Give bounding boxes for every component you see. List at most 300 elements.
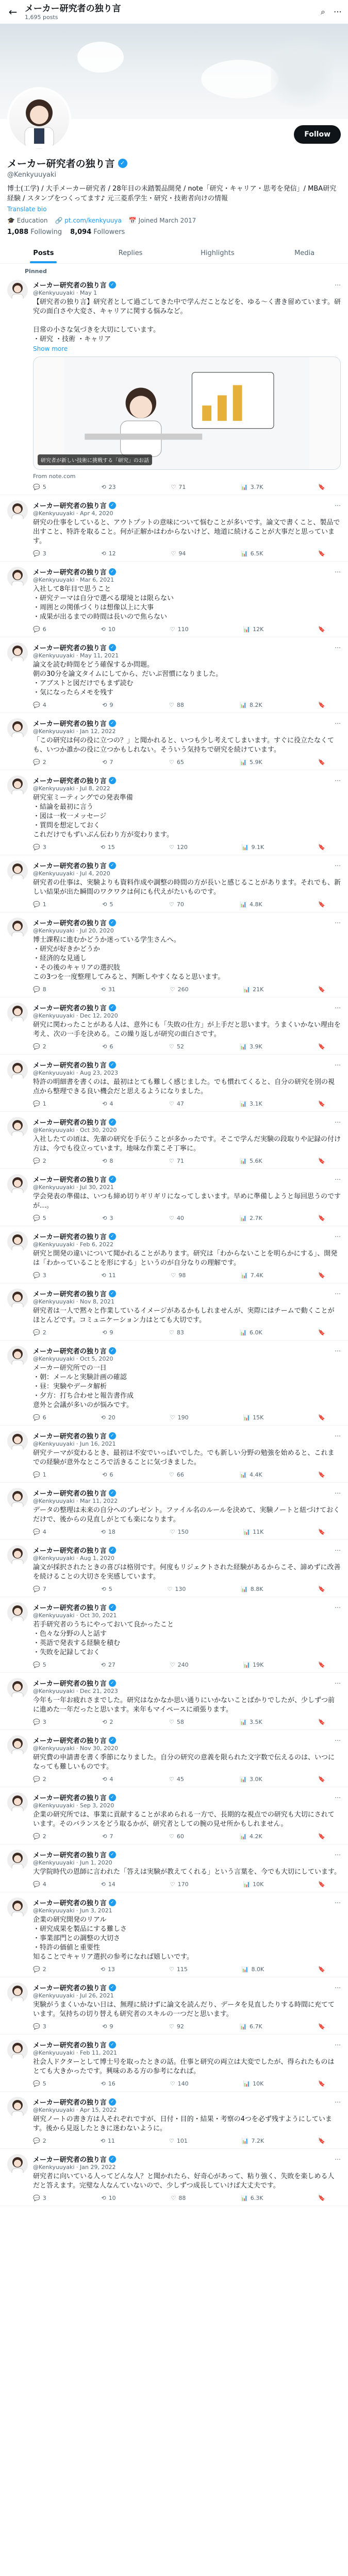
- tweet-text: 実験がうまくいかない日は、無理に続けずに論文を読んだり、データを見直したりする時間に充てています。気持ちの切り替えも研究者のスキルの一つだと思います。: [33, 2001, 335, 2018]
- like-button[interactable]: [170, 2080, 189, 2087]
- views-button[interactable]: [240, 1833, 262, 1840]
- reply-button[interactable]: [33, 1215, 46, 1222]
- top-bar-title: [25, 4, 321, 21]
- tweet-more-icon[interactable]: ⋯: [335, 1290, 341, 1297]
- action-count: 27: [108, 1662, 115, 1668]
- bookmark-button[interactable]: [318, 1414, 325, 1421]
- bookmark-button[interactable]: [318, 1662, 325, 1668]
- tweet[interactable]: [0, 2092, 348, 2149]
- action-count: 13: [107, 1966, 115, 1973]
- like-button[interactable]: [169, 1776, 184, 1783]
- verified-badge-icon: ✓: [109, 720, 116, 727]
- reply-button[interactable]: [33, 759, 46, 766]
- tweet-avatar[interactable]: [7, 718, 28, 739]
- follow-button[interactable]: Follow: [294, 125, 341, 144]
- tweet-author[interactable]: メーカー研究者の独り言: [33, 282, 107, 290]
- tweet[interactable]: [0, 1844, 348, 1892]
- tweet-more-icon[interactable]: ⋯: [335, 1603, 341, 1611]
- action-count: 170: [177, 1881, 189, 1888]
- tweet-more-icon[interactable]: ⋯: [335, 1232, 341, 1240]
- retweet-button[interactable]: [102, 901, 113, 908]
- tweet[interactable]: [0, 1540, 348, 1597]
- views-button[interactable]: [241, 2195, 263, 2201]
- tweet-more-icon[interactable]: ⋯: [335, 1899, 341, 1906]
- retweet-button[interactable]: [101, 986, 115, 993]
- reply-button[interactable]: [33, 2023, 46, 2030]
- like-icon: ♡: [169, 2023, 174, 2030]
- tweet-more-icon[interactable]: ⋯: [335, 501, 341, 509]
- show-more-link[interactable]: Show more: [33, 345, 68, 352]
- like-button[interactable]: [169, 1329, 184, 1336]
- reply-button[interactable]: [33, 1966, 46, 1973]
- tab-highlights[interactable]: Highlights: [201, 249, 235, 257]
- bookmark-button[interactable]: [318, 626, 325, 633]
- views-button[interactable]: [242, 2138, 264, 2144]
- translate-bio-link[interactable]: Translate bio: [7, 206, 47, 213]
- verified-badge-icon: ✓: [109, 1794, 116, 1801]
- views-icon: 📊: [240, 901, 247, 908]
- tweet-avatar[interactable]: [7, 1602, 28, 1623]
- retweet-button[interactable]: [102, 1158, 113, 1164]
- views-button[interactable]: [240, 1215, 262, 1222]
- tweet[interactable]: [0, 562, 348, 637]
- tweet[interactable]: [0, 1283, 348, 1341]
- like-button[interactable]: [171, 550, 186, 557]
- bookmark-button[interactable]: [318, 2138, 325, 2144]
- views-button[interactable]: [243, 986, 263, 993]
- action-count: 130: [175, 1586, 186, 1592]
- tweet-media-card[interactable]: [33, 357, 341, 470]
- link-source[interactable]: From note.com: [33, 473, 76, 480]
- views-button[interactable]: [240, 1100, 262, 1107]
- tweet[interactable]: [0, 1341, 348, 1426]
- retweet-button[interactable]: [102, 1719, 113, 1725]
- bookmark-button[interactable]: [318, 1329, 325, 1336]
- bookmark-button[interactable]: [318, 1529, 325, 1535]
- like-button[interactable]: [170, 1881, 189, 1888]
- bookmark-button[interactable]: [318, 901, 325, 908]
- verified-badge-icon: ✓: [109, 568, 116, 575]
- views-button[interactable]: [240, 1719, 262, 1725]
- reply-button[interactable]: [33, 550, 46, 557]
- like-button[interactable]: [169, 1043, 184, 1050]
- tweet-avatar[interactable]: [7, 860, 28, 881]
- views-button[interactable]: [243, 1881, 263, 1888]
- tweet-author[interactable]: メーカー研究者の独り言: [33, 1233, 107, 1241]
- action-count: 9: [109, 1329, 113, 1336]
- tweet-avatar[interactable]: [7, 1174, 28, 1195]
- tweet-more-icon[interactable]: ⋯: [335, 568, 341, 575]
- tweet-author[interactable]: メーカー研究者の独り言: [33, 1547, 107, 1555]
- tweet-avatar[interactable]: [7, 280, 28, 300]
- tweet[interactable]: [0, 997, 348, 1055]
- retweet-button[interactable]: [102, 1043, 113, 1050]
- tweet[interactable]: [0, 912, 348, 997]
- like-button[interactable]: [170, 626, 189, 633]
- reply-button[interactable]: [33, 1833, 46, 1840]
- tweet-author[interactable]: メーカー研究者の独り言: [33, 1348, 107, 1355]
- tweet-more-icon[interactable]: ⋯: [335, 1679, 341, 1687]
- like-button[interactable]: [169, 1966, 188, 1973]
- more-icon[interactable]: ⋯: [334, 7, 342, 16]
- tweet-handle-date: @Kenkyuuyaki · Oct 5, 2020: [33, 1355, 113, 1362]
- reply-button[interactable]: [33, 1414, 46, 1421]
- tweet-author[interactable]: メーカー研究者の独り言: [33, 862, 107, 870]
- tweet-avatar[interactable]: [7, 1003, 28, 1023]
- retweet-button[interactable]: [102, 1776, 113, 1783]
- like-button[interactable]: [169, 1158, 184, 1164]
- tweet-avatar[interactable]: [7, 918, 28, 938]
- reply-icon: 💬: [33, 626, 40, 633]
- tab-media[interactable]: Media: [294, 249, 315, 257]
- tweet-author[interactable]: メーカー研究者の独り言: [33, 1119, 107, 1127]
- retweet-button[interactable]: [101, 1529, 115, 1535]
- tweet-more-icon[interactable]: ⋯: [335, 1489, 341, 1497]
- bookmark-button[interactable]: [318, 702, 325, 708]
- tweet[interactable]: [0, 1787, 348, 1844]
- tweet-author[interactable]: メーカー研究者の独り言: [33, 1794, 107, 1802]
- tweet-author[interactable]: メーカー研究者の独り言: [33, 2042, 107, 2049]
- tweet-author[interactable]: メーカー研究者の独り言: [33, 1852, 107, 1859]
- views-icon: 📊: [243, 1881, 251, 1888]
- tweet-author[interactable]: メーカー研究者の独り言: [33, 1680, 107, 1688]
- tweet[interactable]: [0, 495, 348, 562]
- reply-button[interactable]: [33, 1529, 46, 1535]
- bookmark-button[interactable]: [318, 986, 325, 993]
- views-button[interactable]: [243, 1414, 263, 1421]
- like-button[interactable]: [169, 1719, 184, 1725]
- tweet-more-icon[interactable]: ⋯: [335, 643, 341, 651]
- tweet-more-icon[interactable]: ⋯: [335, 1175, 341, 1183]
- avatar[interactable]: [7, 87, 71, 151]
- views-button[interactable]: [240, 1776, 262, 1783]
- bookmark-button[interactable]: [318, 1833, 325, 1840]
- reply-icon: 💬: [33, 1586, 40, 1592]
- reply-button[interactable]: [33, 2195, 46, 2201]
- tweet[interactable]: [0, 275, 348, 495]
- tweet-author[interactable]: メーカー研究者の独り言: [33, 1176, 107, 1184]
- reply-button[interactable]: [33, 2080, 46, 2087]
- tweet-avatar[interactable]: [7, 1545, 28, 1566]
- tweet[interactable]: [0, 1226, 348, 1283]
- tweet[interactable]: [0, 1112, 348, 1169]
- tweet[interactable]: [0, 770, 348, 855]
- views-button[interactable]: [243, 626, 263, 633]
- tweet[interactable]: [0, 1055, 348, 1112]
- tweet-more-icon[interactable]: ⋯: [335, 1984, 341, 1991]
- bookmark-button[interactable]: [318, 1272, 325, 1279]
- tweet-avatar[interactable]: [7, 2154, 28, 2175]
- reply-button[interactable]: [33, 1776, 46, 1783]
- like-button[interactable]: [169, 1471, 184, 1478]
- action-count: 10: [108, 2195, 116, 2201]
- tweet-more-icon[interactable]: ⋯: [335, 1432, 341, 1439]
- tweet-author[interactable]: メーカー研究者の独り言: [33, 502, 107, 510]
- retweet-button[interactable]: [102, 1100, 113, 1107]
- views-button[interactable]: [243, 1662, 263, 1668]
- like-button[interactable]: [169, 2023, 184, 2030]
- reply-icon: 💬: [33, 759, 40, 766]
- like-button[interactable]: [171, 2195, 186, 2201]
- tweet-more-icon[interactable]: ⋯: [335, 1793, 341, 1801]
- reply-button[interactable]: [33, 1471, 46, 1478]
- bookmark-button[interactable]: [318, 1158, 325, 1164]
- views-button[interactable]: [240, 759, 262, 766]
- reply-button[interactable]: [33, 1662, 46, 1668]
- bookmark-button[interactable]: [318, 1966, 325, 1973]
- tweet-author[interactable]: メーカー研究者の独り言: [33, 1604, 107, 1612]
- tweet-avatar[interactable]: [7, 2040, 28, 2060]
- retweet-button[interactable]: [102, 2023, 113, 2030]
- tweet[interactable]: [0, 2035, 348, 2092]
- tweet-author[interactable]: メーカー研究者の独り言: [33, 1062, 107, 1070]
- tweet-avatar[interactable]: [7, 1289, 28, 1309]
- like-button[interactable]: [169, 1215, 184, 1222]
- retweet-icon: ⟲: [102, 759, 107, 766]
- tweet-avatar[interactable]: [7, 1346, 28, 1366]
- search-icon[interactable]: ⌕: [321, 7, 325, 16]
- reply-button[interactable]: [33, 1272, 46, 1279]
- bookmark-button[interactable]: [318, 1881, 325, 1888]
- tweet-author[interactable]: メーカー研究者の独り言: [33, 1433, 107, 1440]
- tweet[interactable]: [0, 2149, 348, 2206]
- tweet[interactable]: [0, 637, 348, 713]
- like-button[interactable]: [171, 484, 186, 490]
- retweet-button[interactable]: [101, 2138, 115, 2144]
- views-button[interactable]: [240, 1329, 262, 1336]
- reply-button[interactable]: [33, 844, 46, 851]
- views-button[interactable]: [243, 1529, 263, 1535]
- tweet-avatar[interactable]: [7, 1431, 28, 1451]
- views-button[interactable]: [240, 2023, 262, 2030]
- bookmark-button[interactable]: [318, 2195, 325, 2201]
- retweet-button[interactable]: [102, 1329, 113, 1336]
- tweet[interactable]: [0, 1673, 348, 1730]
- tweet[interactable]: [0, 713, 348, 770]
- tweet-author[interactable]: メーカー研究者の独り言: [33, 2099, 107, 2107]
- like-button[interactable]: [169, 702, 184, 708]
- views-button[interactable]: [240, 1471, 262, 1478]
- tweet-avatar[interactable]: [7, 2097, 28, 2117]
- tweet-avatar[interactable]: [7, 1231, 28, 1252]
- tweet-author[interactable]: メーカー研究者の独り言: [33, 645, 107, 652]
- tweet-author[interactable]: メーカー研究者の独り言: [33, 777, 107, 785]
- reply-button[interactable]: [33, 1158, 46, 1164]
- reply-button[interactable]: [33, 1719, 46, 1725]
- views-icon: 📊: [240, 1215, 247, 1222]
- retweet-button[interactable]: [101, 1272, 115, 1279]
- reply-button[interactable]: [33, 1881, 46, 1888]
- reply-button[interactable]: [33, 1100, 46, 1107]
- views-button[interactable]: [242, 844, 264, 851]
- reply-button[interactable]: [33, 702, 46, 708]
- retweet-button[interactable]: [102, 1471, 113, 1478]
- retweet-button[interactable]: [101, 2195, 115, 2201]
- tweet-more-icon[interactable]: ⋯: [335, 861, 341, 869]
- bookmark-button[interactable]: [318, 2080, 325, 2087]
- retweet-button[interactable]: [101, 1966, 115, 1973]
- retweet-button[interactable]: [101, 550, 115, 557]
- tweet-avatar[interactable]: [7, 1488, 28, 1509]
- like-icon: ♡: [171, 1272, 176, 1279]
- bookmark-button[interactable]: [318, 1471, 325, 1478]
- bookmark-button[interactable]: [318, 2023, 325, 2030]
- tweet-more-icon[interactable]: ⋯: [335, 1004, 341, 1011]
- like-button[interactable]: [170, 986, 189, 993]
- tweet-author[interactable]: メーカー研究者の独り言: [33, 569, 107, 577]
- retweet-button[interactable]: [101, 1662, 115, 1668]
- tweet-more-icon[interactable]: ⋯: [335, 1851, 341, 1858]
- retweet-button[interactable]: [102, 1215, 113, 1222]
- like-button[interactable]: [171, 1272, 186, 1279]
- tweet-author[interactable]: メーカー研究者の独り言: [33, 1291, 107, 1298]
- tweet-actions: [33, 1966, 341, 1973]
- tweet-author[interactable]: メーカー研究者の独り言: [33, 920, 107, 927]
- retweet-button[interactable]: [101, 484, 115, 490]
- retweet-button[interactable]: [101, 626, 115, 633]
- tweet-more-icon[interactable]: ⋯: [335, 2098, 341, 2106]
- bookmark-button[interactable]: [318, 1215, 325, 1222]
- tweet-avatar[interactable]: [7, 1117, 28, 1138]
- action-count: 6: [42, 1414, 46, 1421]
- like-button[interactable]: [170, 1414, 189, 1421]
- reply-button[interactable]: [33, 626, 46, 633]
- tweet-avatar[interactable]: [7, 1678, 28, 1699]
- views-button[interactable]: [242, 1966, 264, 1973]
- website-link[interactable]: 🔗 pt.com/kenkyuuya: [55, 217, 122, 224]
- bookmark-button[interactable]: [318, 759, 325, 766]
- views-button[interactable]: [240, 702, 262, 708]
- bookmark-button[interactable]: [318, 1719, 325, 1725]
- tweet-more-icon[interactable]: ⋯: [335, 919, 341, 926]
- bookmark-button[interactable]: [318, 550, 325, 557]
- tweet-more-icon[interactable]: ⋯: [335, 2155, 341, 2163]
- tweet[interactable]: [0, 1597, 348, 1673]
- tweet-more-icon[interactable]: ⋯: [335, 776, 341, 784]
- like-button[interactable]: [169, 1833, 184, 1840]
- tweet-more-icon[interactable]: ⋯: [335, 1347, 341, 1354]
- reply-button[interactable]: [33, 484, 46, 490]
- bookmark-button[interactable]: [318, 1776, 325, 1783]
- tweet-more-icon[interactable]: ⋯: [335, 1546, 341, 1554]
- tweet[interactable]: [0, 1730, 348, 1787]
- like-button[interactable]: [170, 1529, 189, 1535]
- tweet-author[interactable]: メーカー研究者の独り言: [33, 1985, 107, 1992]
- like-button[interactable]: [167, 1586, 186, 1592]
- tweet-more-icon[interactable]: ⋯: [335, 1118, 341, 1126]
- like-button[interactable]: [169, 759, 184, 766]
- reply-button[interactable]: [33, 901, 46, 908]
- retweet-button[interactable]: [101, 1414, 115, 1421]
- views-button[interactable]: [241, 550, 263, 557]
- tweet-author[interactable]: メーカー研究者の独り言: [33, 1900, 107, 1907]
- reply-icon: 💬: [33, 2138, 40, 2144]
- tweet[interactable]: [0, 1892, 348, 1977]
- like-button[interactable]: [169, 1100, 184, 1107]
- reply-button[interactable]: [33, 1586, 46, 1592]
- tweet-more-icon[interactable]: ⋯: [335, 1736, 341, 1744]
- retweet-button[interactable]: [101, 2080, 115, 2087]
- back-arrow-icon[interactable]: ←: [8, 6, 18, 18]
- retweet-button[interactable]: [102, 759, 113, 766]
- tweet[interactable]: [0, 1977, 348, 2035]
- bookmark-button[interactable]: [318, 1586, 325, 1592]
- tweet-avatar[interactable]: [7, 567, 28, 587]
- reply-button[interactable]: [33, 2138, 46, 2144]
- like-button[interactable]: [170, 1662, 189, 1668]
- tweet-avatar[interactable]: [7, 1897, 28, 1918]
- tweet-author[interactable]: メーカー研究者の独り言: [33, 720, 107, 728]
- reply-button[interactable]: [33, 1329, 46, 1336]
- tweet-avatar[interactable]: [7, 642, 28, 663]
- reply-icon: 💬: [33, 484, 40, 490]
- tweet[interactable]: [0, 855, 348, 912]
- tweet-author[interactable]: メーカー研究者の独り言: [33, 1005, 107, 1012]
- views-button[interactable]: [240, 1158, 262, 1164]
- views-button[interactable]: [241, 1586, 263, 1592]
- tweet-avatar[interactable]: [7, 1850, 28, 1870]
- followers-count[interactable]: 8,094 Followers: [70, 228, 125, 236]
- bookmark-button[interactable]: [318, 844, 325, 851]
- tweet-avatar[interactable]: [7, 1735, 28, 1756]
- tweet-avatar[interactable]: [7, 775, 28, 796]
- tweet[interactable]: [0, 1426, 348, 1483]
- views-button[interactable]: [243, 2080, 263, 2087]
- like-button[interactable]: [169, 901, 184, 908]
- tweet-author[interactable]: メーカー研究者の独り言: [33, 1737, 107, 1745]
- tweet-more-icon[interactable]: ⋯: [335, 2041, 341, 2048]
- reply-icon: 💬: [33, 986, 40, 993]
- like-button[interactable]: [169, 844, 188, 851]
- retweet-button[interactable]: [102, 702, 113, 708]
- tweet[interactable]: [0, 1169, 348, 1226]
- profile-tabs: [0, 242, 348, 264]
- action-count: 7: [109, 1833, 113, 1840]
- views-button[interactable]: [240, 1043, 262, 1050]
- tweet-author[interactable]: メーカー研究者の独り言: [33, 1490, 107, 1498]
- tweet-more-icon[interactable]: ⋯: [335, 719, 341, 727]
- tweet-author[interactable]: メーカー研究者の独り言: [33, 2156, 107, 2164]
- bookmark-button[interactable]: [318, 1043, 325, 1050]
- tweet-avatar[interactable]: [7, 1792, 28, 1813]
- tweet-avatar[interactable]: [7, 1060, 28, 1080]
- bookmark-button[interactable]: [318, 484, 325, 490]
- views-button[interactable]: [241, 484, 263, 490]
- tweet-more-icon[interactable]: ⋯: [335, 281, 341, 289]
- tweet-avatar[interactable]: [7, 1982, 28, 2003]
- retweet-button[interactable]: [101, 844, 115, 851]
- tab-replies[interactable]: Replies: [118, 249, 143, 257]
- bookmark-button[interactable]: [318, 1100, 325, 1107]
- tweet-actions: [33, 2023, 341, 2030]
- tweet-avatar[interactable]: [7, 500, 28, 521]
- tweet-more-icon[interactable]: ⋯: [335, 1061, 341, 1069]
- views-button[interactable]: [240, 901, 262, 908]
- action-count: 4: [109, 1776, 113, 1783]
- following-count[interactable]: 1,088 Following: [7, 228, 62, 236]
- retweet-icon: ⟲: [101, 1414, 106, 1421]
- reply-button[interactable]: [33, 1043, 46, 1050]
- tweet[interactable]: [0, 1483, 348, 1540]
- views-button[interactable]: [241, 1272, 263, 1279]
- retweet-button[interactable]: [101, 1586, 112, 1592]
- retweet-button[interactable]: [101, 1881, 115, 1888]
- reply-button[interactable]: [33, 986, 46, 993]
- tab-posts[interactable]: Posts: [0, 242, 87, 263]
- tweet-text: 学会発表の準備は、いつも締め切りギリギリになってしまいます。早めに準備しようと毎回思うのですが…。: [33, 1193, 341, 1210]
- retweet-button[interactable]: [102, 1833, 113, 1840]
- like-button[interactable]: [169, 2138, 188, 2144]
